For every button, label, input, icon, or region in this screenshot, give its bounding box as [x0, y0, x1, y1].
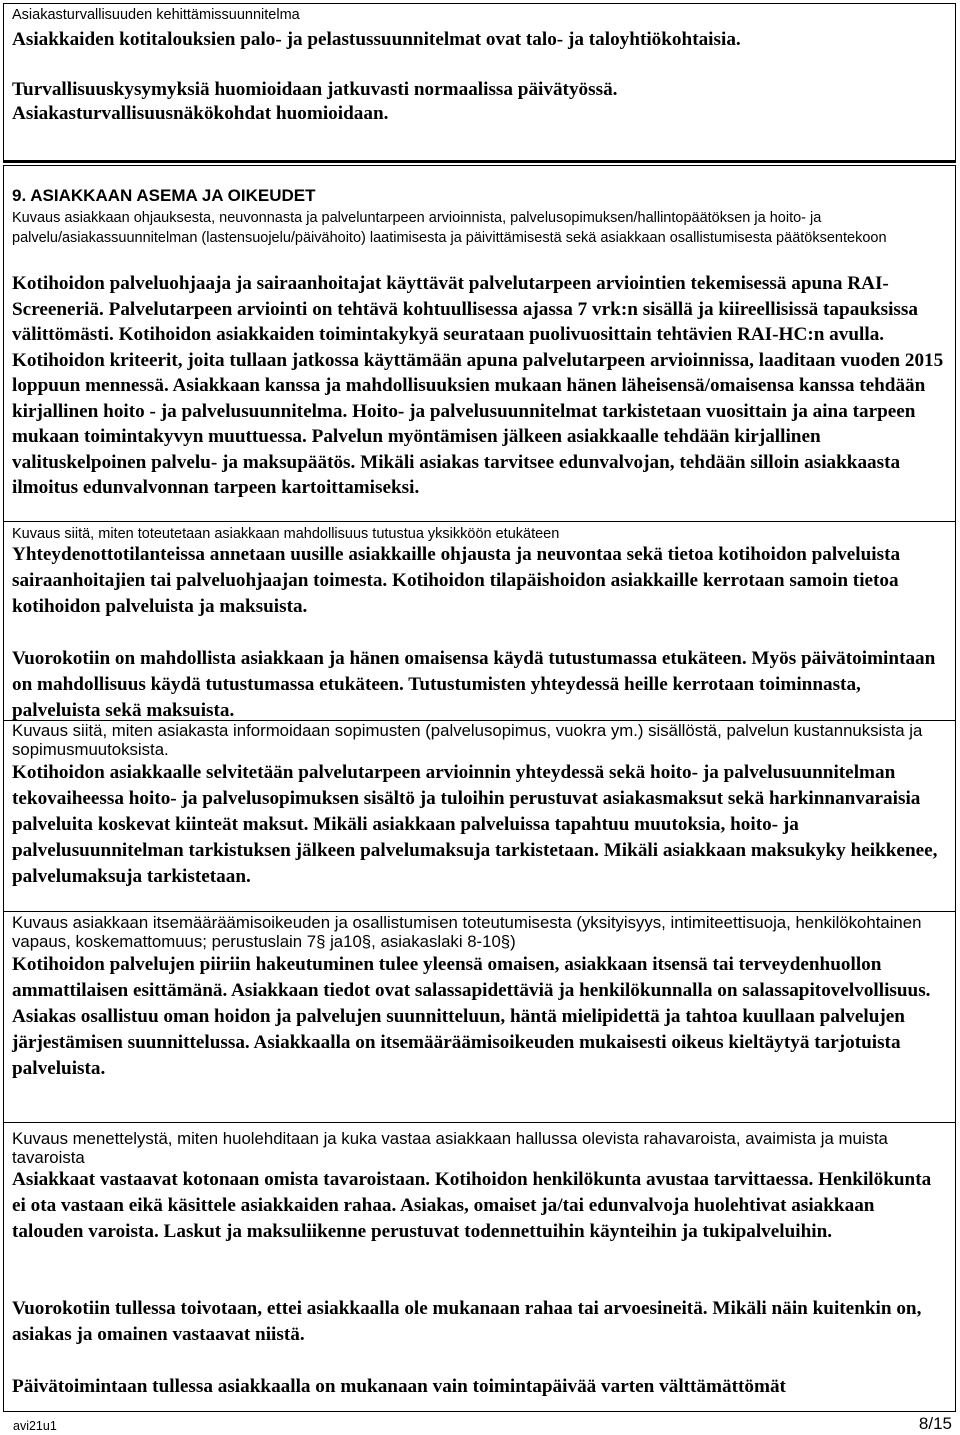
top-line-1: Asiakkaiden kotitalouksien palo- ja pelastussuunnitelmat ovat talo- ja taloyhtiökohtaisia.: [12, 29, 741, 50]
divider: [3, 1122, 956, 1123]
top-line-2: Turvallisuuskysymyksiä huomioidaan jatkuvasti normaalissa päivätyössä.: [12, 79, 618, 100]
description-self-determination: Kuvaus asiakkaan itsemääräämisoikeuden ja osallistumisen toteutumisesta (yksityisyys, intimiteettisuoja, henkilökohtainen vapaus, koskemattomuus; perustuslain 7§ ja10§, asiakaslaki 8-10§): [12, 913, 922, 951]
description-visit: Kuvaus siitä, miten toteutetaan asiakkaan mahdollisuus tutustua yksikköön etukäteen: [12, 526, 560, 542]
page-number: 8/15: [918, 1414, 952, 1433]
answer-valuables: Asiakkaat vastaavat kotonaan omista tavaroistaan. Kotihoidon henkilökunta avustaa tarvittaessa. Henkilökunta ei ota vastaan eikä käsittele asiakkaiden rahaa. Asiakas, omaiset ja/tai edunvalvoja huolehtivat asiakkaan talouden varoista. Laskut ja maksuliikenne perustuvat todennettuihin käynteihin ja tukipalveluihin.: [12, 1169, 932, 1242]
answer-valuables-3: Päivätoimintaan tullessa asiakkaalla on mukanaan vain toimintapäivää varten välttämättömät: [12, 1376, 786, 1397]
answer-valuables-2: Vuorokotiin tullessa toivotaan, ettei asiakkaalla ole mukanaan rahaa tai arvoesineitä. Mikäli näin kuitenkin on, asiakas ja omainen vastaavat niistä.: [12, 1298, 922, 1345]
answer-visit: Yhteydenottotilanteissa annetaan uusille asiakkaille ohjausta ja neuvontaa sekä tietoa kotihoidon palveluista sairaanhoitajien tai palveluohjaajan toimesta. Kotihoidon tilapäishoidon asiakkaille kerrotaan samoin tietoa kotihoidon palveluista ja maksuista.: [12, 544, 901, 617]
divider: [3, 521, 956, 522]
answer-self-determination: Kotihoidon palvelujen piiriin hakeutuminen tulee yleensä omaisen, asiakkaan itsensä tai terveydenhuollon ammattilaisen esittämänä. Asiakkaan tiedot ovat salassapidettäviä ja henkilökunnalla on salassapitovelvollisuus. Asiakas osallistuu oman hoidon ja palvelujen suunnitteluun, häntä mielipidettä ja tahtoa kuullaan palvelujen järjestämisen suunnittelussa. Asiakkaalla on itsemääräämisoikeuden mukaisesti oikeus kieltäytyä tarjotuista palveluista.: [12, 954, 931, 1079]
answer-guidance: Kotihoidon palveluohjaaja ja sairaanhoitajat käyttävät palvelutarpeen arviointien tekemisessä apuna RAI-Screeneriä. Palvelutarpeen arviointi on tehtävä kohtuullisessa ajassa 7 vrk:n sisällä ja kiireellisissä tapauksissa välittömästi. Kotihoidon asiakkaiden toimintakykyä seurataan puolivuosittain tehtävien RAI-HC:n avulla. Kotihoidon kriteerit, joita tullaan jatkossa käyttämään apuna palvelutarpeen arvioinnissa, laaditaan vuoden 2015 loppuun mennessä. Asiakkaan kanssa ja mahdollisuuksien mukaan hänen läheisensä/omaisensa kanssa tehdään kirjallinen hoito - ja palvelusuunnitelma. Hoito- ja palvelusuunnitelmat tarkistetaan vuosittain ja aina tarpeen mukaan toimintakyvyn muuttuessa. Palvelun myöntämisen jälkeen asiakkaalle tehdään kirjallinen valituskelpoinen palvelu- ja maksupäätös. Mikäli asiakas tarvitsee edunvalvojan, tehdään silloin asiakkaasta ilmoitus edunvalvonnan tarpeen kartoittamiseksi.: [12, 273, 944, 498]
description-valuables: Kuvaus menettelystä, miten huolehditaan ja kuka vastaa asiakkaan hallussa olevista rahavaroista, avaimista ja muista tavaroista: [12, 1129, 888, 1167]
section-heading: 9. ASIAKKAAN ASEMA JA OIKEUDET: [12, 186, 316, 205]
answer-contracts: Kotihoidon asiakkaalle selvitetään palvelutarpeen arvioinnin yhteydessä sekä hoito- ja palvelusuunnitelman tekovaiheessa hoito- ja palvelusopimuksen sisältö ja tuloihin perustuvat asiakasmaksut sekä harkinnanvaraisia palveluita koskevat kiinteät maksut. Mikäli asiakkaan palveluissa tapahtuu muutoksia, hoito- ja palvelusuunnitelman tarkistuksen jälkeen palvelumaksuja tarkistetaan. Mikäli asiakkaan maksukyky heikkenee, palvelumaksuja tarkistetaan.: [12, 762, 938, 887]
divider: [3, 911, 956, 912]
description-contracts: Kuvaus siitä, miten asiakasta informoidaan sopimusten (palvelusopimus, vuokra ym.) sisällöstä, palvelun kustannuksista ja sopimusmuutoksista.: [12, 721, 923, 759]
description-guidance: Kuvaus asiakkaan ohjauksesta, neuvonnasta ja palveluntarpeen arvioinnista, palvelusopimuksen/hallintopäätöksen ja hoito- ja palvelu/asiakassuunnitelman (lastensuojelu/päivähoito) laatimisesta ja päivittämisestä sekä asiakkaan osallistumisesta päätöksentekoon: [12, 210, 887, 246]
footer-code: avi21u1: [13, 1419, 57, 1433]
top-line-3: Asiakasturvallisuusnäkökohdat huomioidaan.: [12, 103, 389, 124]
section-label: Asiakasturvallisuuden kehittämissuunnitelma: [12, 7, 300, 23]
answer-visit-2: Vuorokotiin on mahdollista asiakkaan ja hänen omaisensa käydä tutustumassa etukäteen. Myös päivätoimintaan on mahdollisuus käydä tutustumassa etukäteen. Tutustumisten yhteydessä heille kerrotaan toiminnasta, palveluista sekä maksuista.: [12, 648, 936, 721]
